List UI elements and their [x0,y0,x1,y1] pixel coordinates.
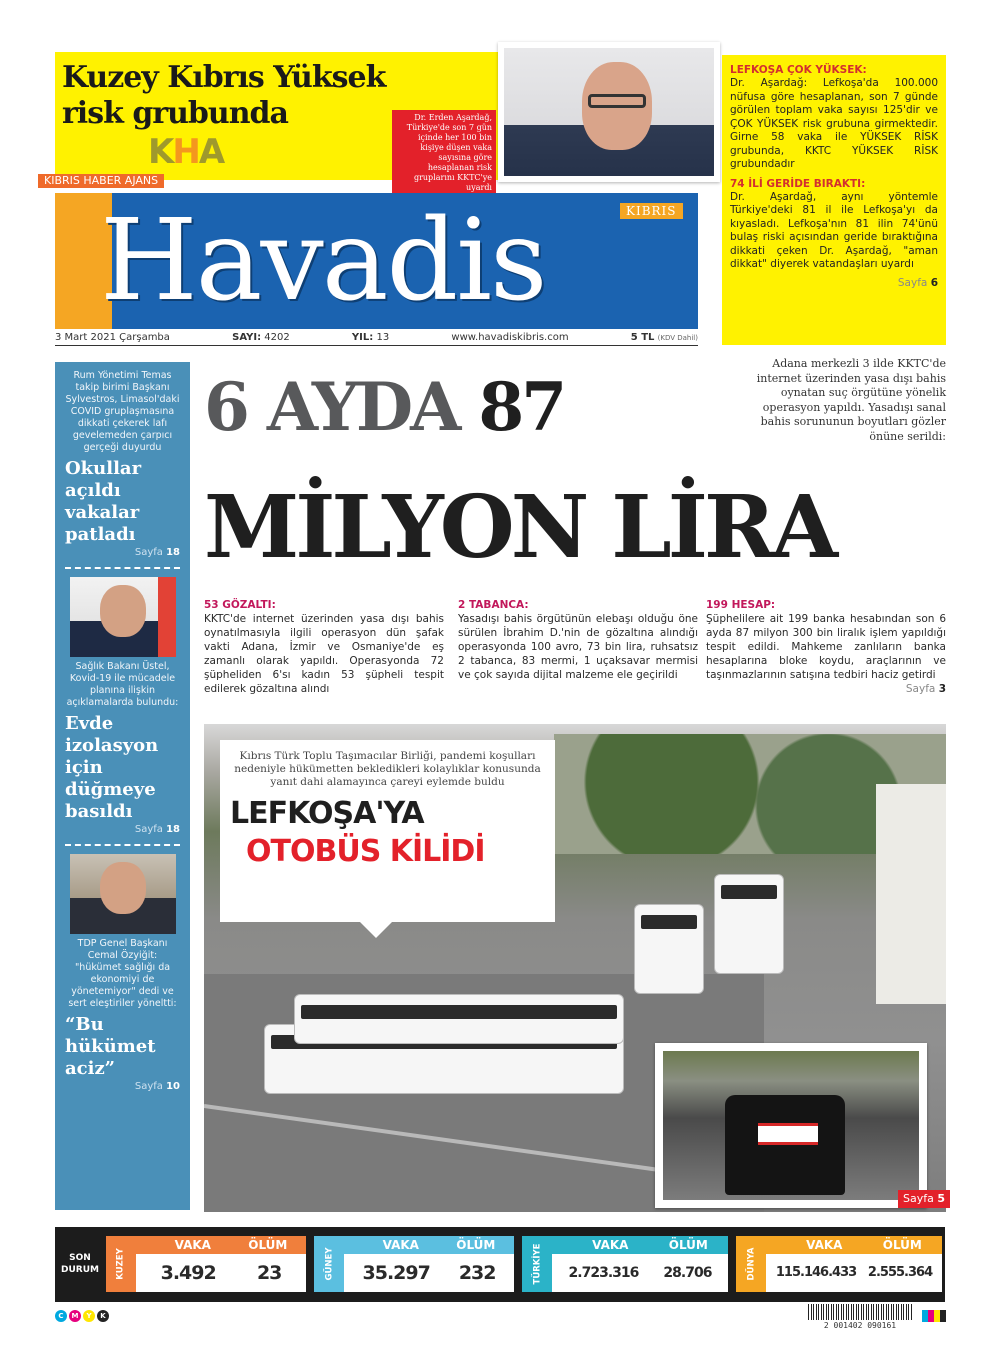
health-minister-photo [70,577,176,657]
sidebar-story-intro: TDP Genel Başkanı Cemal Özyiğit: "hükümet sağlığı da ekonomiyi de yönetemiyor" dedi ve sert eleştiriler yöneltti: [68,938,177,1009]
stat-region: GÜNEY [324,1247,334,1281]
stat-band: VAKA ÖLÜM [766,1236,942,1254]
main-story-column-1 [204,598,444,716]
cmyk-c-dot: C [55,1310,67,1322]
sidebar-story-headline: “Bu hükümet aciz” [65,1014,156,1079]
kha-agency-label: KIBRIS HABER AJANS [38,174,164,188]
sidebar-story-headline: Evde izolasyon için düğmeye basıldı [65,713,159,822]
masthead-logo-title[interactable]: Havadis [100,196,546,326]
headline-part-black: 87 [478,368,565,446]
stat-deaths: 28.706 [663,1265,712,1281]
cmyk-registration-marks [55,1310,109,1322]
sidebar-story-intro: Rum Yönetimi Temas takip birimi Başkanı Sylvestros, Limasol'daki COVID gruplaşmasına dikkati çekerek lafı gevelemeden çarpıcı gerçeği duyurdu [65,370,180,453]
photo-story-callout[interactable] [220,740,555,922]
kha-watermark-logo [38,134,278,192]
page-ref-red[interactable]: Sayfa 5 [898,1190,950,1208]
page-ref: Sayfa 10 [134,1081,180,1092]
main-headline-line2[interactable]: MİLYON LİRA [204,477,835,578]
main-story-lead: Adana merkezli 3 ilde KKTC'de internet üzerinden yasa dışı bahis oynatan suç örgütüne yönelik operasyon yapıldı. Yasadışı sanal bahis sorununun boyutları gözler önüne serildi: [756,357,946,443]
page-ref: Sayfa 18 [134,824,180,835]
side-box-text-1: Dr. Aşardağ: Lefkoşa'da 100.000 nüfusa göre hesaplanan, son 7 günde görülen toplam vaka sayısı 125'dir ve ÇOK YÜKSEK risk grubuna girmektedir. Girne 58 vaka ile YÜKSEK RİSK grubunda, KKTC YÜKSEK RİSK grubundadır [730,77,938,170]
dashed-divider [65,567,180,569]
issue-year: YIL: 13 [351,332,390,343]
photo-story-headline-1: LEFKOŞA'YA [230,796,424,831]
tdp-leader-photo [70,854,176,934]
stat-cases: 2.723.316 [568,1265,639,1281]
stat-band: VAKA ÖLÜM [552,1236,728,1254]
column-subhead: 2 TABANCA: [458,599,529,611]
stat-region: DÜNYA [746,1247,756,1281]
page-ref: Sayfa 18 [134,547,180,558]
sidebar-story-headline: Okullar açıldı vakalar patladı [65,458,142,545]
top-story-side-box [722,55,946,345]
cmyk-k-dot: K [97,1310,109,1322]
stat-band: VAKA ÖLÜM [136,1236,306,1254]
stat-card-turkiye [522,1236,728,1292]
barcode-icon [808,1304,912,1320]
side-box-head-2: 74 İLİ GERİDE BIRAKTI: [730,177,866,190]
stat-deaths: 2.555.364 [867,1265,933,1280]
doctor-photo [498,42,720,182]
page-ref[interactable]: Sayfa 6 [897,276,938,289]
doctor-photo-caption: Dr. Erden Aşardağ, Türkiye'de son 7 gün içinde her 100 bin kişiye düşen vaka sayısına göre hesaplanan risk gruplarını KKTC'ye uyardı [392,110,496,196]
stat-band: VAKA ÖLÜM [344,1236,514,1254]
side-box-head-1: LEFKOŞA ÇOK YÜKSEK: [730,64,867,76]
website-link[interactable]: www.havadiskibris.com [451,332,569,343]
cmyk-m-dot: M [69,1310,81,1322]
stat-deaths: 232 [458,1262,496,1284]
issue-price: 5 TL (KDV Dahil) [630,332,698,343]
stat-region: TÜRKİYE [532,1243,542,1285]
cmyk-y-dot: Y [83,1310,95,1322]
headline-part-grey: 6 AYDA [204,368,459,446]
van-inset-photo [655,1043,927,1208]
stat-cases: 3.492 [160,1262,216,1284]
column-subhead: 53 GÖZALTI: [204,599,276,611]
color-bar-marks [922,1310,946,1322]
main-story-column-3 [706,598,946,716]
stat-card-kuzey [106,1236,306,1292]
main-headline-line1[interactable] [204,362,744,452]
sidebar-story-intro: Sağlık Bakanı Üstel, Kovid-19 ile mücadele planına ilişkin açıklamalarda bulundu: [66,661,179,708]
dashed-divider [65,844,180,846]
sidebar-story-2[interactable] [65,577,180,836]
masthead-kibris-badge: KIBRIS [620,203,683,219]
photo-story-description: Kıbrıs Türk Toplu Taşımacılar Birliği, pandemi koşulları nedeniyle hükümetten bekledikleri kolaylıklar konusunda yanıt dahi alamayınca çareyi eylemde buldu [234,750,541,788]
issue-date: 3 Mart 2021 Çarşamba [55,332,170,343]
son-durum-label: SON DURUM [61,1253,99,1275]
main-story-column-2 [458,598,698,716]
stat-cases: 35.297 [362,1262,430,1284]
stat-cases: 115.146.433 [775,1265,857,1280]
stat-card-guney [314,1236,514,1292]
column-text: Yasadışı bahis örgütünün elebaşı olduğu öne sürülen İbrahim D.'nin de gözaltına alındığı operasyonda 100 avro, 73 bin lira, ruhsatsız 2 tabanca, 83 mermi, 1 uçaksavar mermisi ve çok sayıda dijital malzeme ele geçirildi [458,613,698,681]
sidebar-story-3[interactable] [65,854,180,1093]
page-ref[interactable]: Sayfa 3 [905,683,946,695]
issue-number: SAYI: 4202 [232,332,290,343]
stat-card-dunya [736,1236,942,1292]
stat-region: KUZEY [116,1248,126,1280]
photo-story-headline-2: OTOBÜS KİLİDİ [246,834,485,869]
column-subhead: 199 HESAP: [706,599,776,611]
masthead-info-bar [55,331,698,346]
left-sidebar [55,362,190,1210]
column-text: KKTC'de internet üzerinden yasa dışı bahis oynatılmasıyla ilgili operasyon dün şafak vakti Adana, İzmir ve Osmaniye'de eş zamanlı olarak yapıldı. Operasyonda 72 şüpheliden 6'sı kadın 53 şüpheli tespit edilerek gözaltına alındı [204,613,444,695]
stat-deaths: 23 [256,1262,282,1284]
sidebar-story-1[interactable] [65,370,180,559]
kha-letters: KHA [148,132,224,172]
top-story-headline[interactable]: Kuzey Kıbrıs Yüksek risk grubunda [62,60,386,131]
column-text: Şüphelilere ait 199 banka hesabından son 6 ayda 87 milyon 300 bin liralık işlem yapıldığı tespit edildi. Mahkeme zanlıların banka hesaplarına bloke koydu, araçlarının ve taşınmazlarının satışına tedbiri haciz getirdi [706,613,946,681]
barcode-number: 2 001402 090161 [800,1321,920,1331]
side-box-text-2: Dr. Aşardağ, aynı yöntemle Türkiye'deki 81 il ile Lefkoşa'yı da kıyasladı. Lefkoşa'nın 81 ilin 74'ünü bulaş riski açısından geride bıraktığına dikkati çeken Dr. Aşardağ, "aman dikkat" diyerek vatandaşları uyardı [730,190,938,270]
